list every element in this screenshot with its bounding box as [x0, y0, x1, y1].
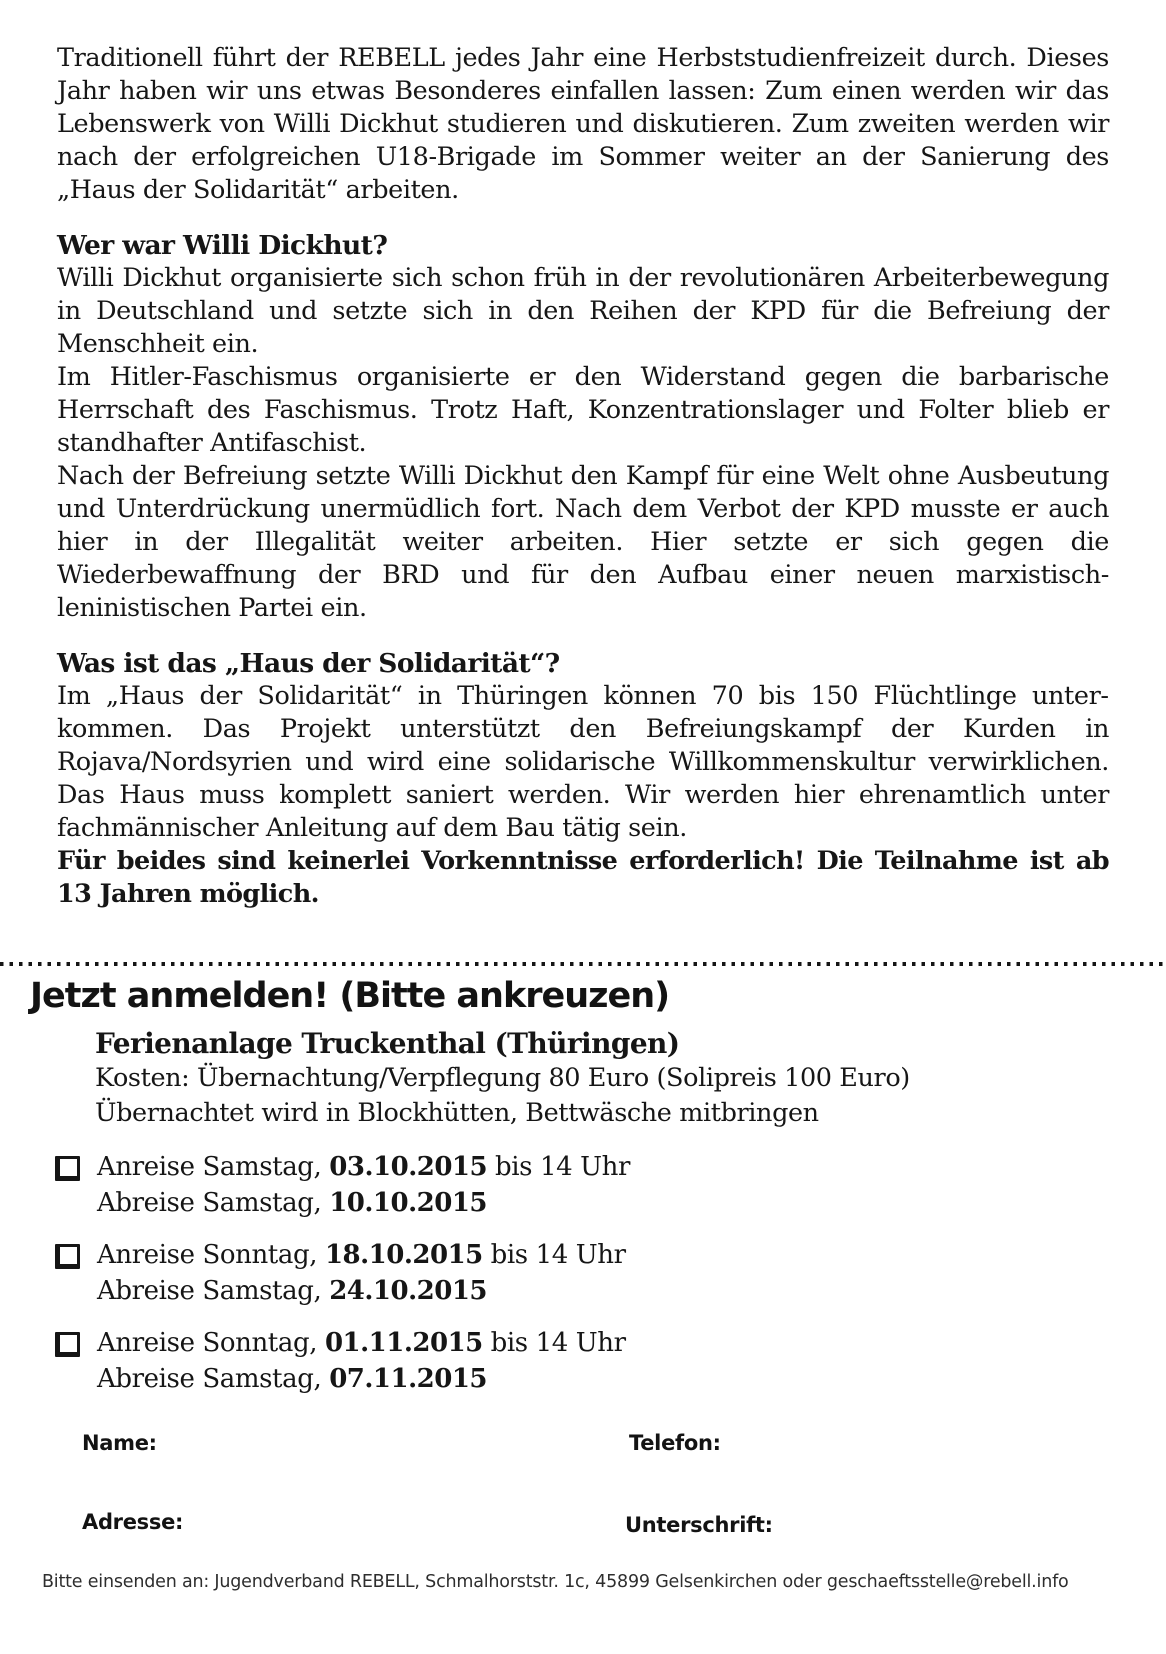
date-option-2	[55, 1237, 626, 1309]
telefon-label: Telefon:	[629, 1431, 721, 1455]
adresse-label: Adresse:	[82, 1510, 184, 1534]
anreise-time: bis 14 Uhr	[487, 1152, 630, 1182]
date-option-3	[55, 1325, 626, 1397]
anreise-date: 01.11.2015	[324, 1328, 483, 1358]
intro-paragraph: Traditionell führt der REBELL jedes Jahr eine Herbststudienfreizeit durch. Dieses Jahr haben wir uns etwas Besonderes einfallen lassen: Zum einen werden wir das Lebenswerk von Willi Dickhut studieren und diskutieren. Zum zweiten werden wir nach der erfolgreichen U18-Brigade im Sommer weiter an der Sanierung des „Haus der Solidarität“ arbeiten.	[57, 43, 1109, 205]
date-option-1-text	[97, 1149, 630, 1221]
venue-info	[95, 1026, 1105, 1131]
willi-heading: Wer war Willi Dickhut?	[57, 230, 388, 261]
abreise-label: Abreise Samstag,	[97, 1276, 330, 1306]
date-option-1	[55, 1149, 630, 1221]
abreise-line	[97, 1361, 626, 1397]
venue-accommodation: Übernachtet wird in Blockhütten, Bettwäsche mitbringen	[95, 1098, 819, 1128]
anreise-date: 18.10.2015	[324, 1240, 483, 1270]
anreise-label: Anreise Samstag,	[97, 1152, 330, 1182]
willi-paragraph-3: Nach der Befreiung setzte Willi Dickhut den Kampf für eine Welt ohne Ausbeutung und Unterdrückung unermüdlich fort. Nach dem Verbot der KPD musste er auch hier in der Illegalität weiter arbeiten. Hier setzte er sich gegen die Wiederbewaffnung der BRD und für den Aufbau einer neuen marxistisch-leninistischen Partei ein.	[57, 461, 1109, 623]
unterschrift-label: Unterschrift:	[625, 1513, 773, 1537]
abreise-date: 07.11.2015	[329, 1364, 488, 1394]
document-body	[57, 42, 1109, 911]
abreise-label: Abreise Samstag,	[97, 1188, 330, 1218]
date-option-3-checkbox[interactable]	[55, 1332, 80, 1357]
abreise-date: 24.10.2015	[329, 1276, 488, 1306]
date-option-3-text	[97, 1325, 626, 1397]
anreise-date: 03.10.2015	[329, 1152, 488, 1182]
anreise-line	[97, 1237, 626, 1273]
date-option-2-checkbox[interactable]	[55, 1244, 80, 1269]
willi-paragraph-2: Im Hitler-Faschismus organisierte er den Widerstand gegen die barbarische Herrschaft des Faschismus. Trotz Haft, Konzentrationslager und Folter blieb er standhafter Antifaschist.	[57, 362, 1109, 458]
willi-paragraph-1: Willi Dickhut organisierte sich schon früh in der revolutionären Arbeiterbewegung in Deutschland und setzte sich in den Reihen der KPD für die Befreiung der Menschheit ein.	[57, 263, 1109, 359]
abreise-label: Abreise Samstag,	[97, 1364, 330, 1394]
anreise-time: bis 14 Uhr	[482, 1328, 626, 1358]
section-willi-dickhut	[57, 229, 1109, 625]
anreise-line	[97, 1149, 630, 1185]
signup-heading: Jetzt anmelden! (Bitte ankreuzen)	[30, 976, 670, 1016]
haus-heading: Was ist das „Haus der Solidarität“?	[57, 648, 560, 679]
haus-paragraph: Im „Haus der Solidarität“ in Thüringen können 70 bis 150 Flüchtlinge unterkommen. Das Projekt unterstützt den Befreiungskampf der Kurden in Rojava/Nordsyrien und wird eine solidarische Willkommenskultur verwirklichen. Das Haus muss komplett saniert werden. Wir werden hier ehrenamtlich unter fachmännischer Anleitung auf dem Bau tätig sein.	[57, 681, 1109, 843]
dotted-separator	[0, 962, 1166, 966]
abreise-line	[97, 1185, 630, 1221]
abreise-line	[97, 1273, 626, 1309]
section-haus-der-solidaritaet	[57, 647, 1109, 911]
date-option-2-text	[97, 1237, 626, 1309]
abreise-date: 10.10.2015	[329, 1188, 488, 1218]
date-option-1-checkbox[interactable]	[55, 1156, 80, 1181]
venue-name: Ferienanlage Truckenthal (Thüringen)	[95, 1027, 680, 1060]
venue-cost: Kosten: Übernachtung/Verpflegung 80 Euro (Solipreis 100 Euro)	[95, 1063, 910, 1093]
anreise-label: Anreise Sonntag,	[97, 1240, 325, 1270]
anreise-time: bis 14 Uhr	[482, 1240, 626, 1270]
name-label: Name:	[82, 1431, 157, 1455]
anreise-label: Anreise Sonntag,	[97, 1328, 325, 1358]
footer-submission-note: Bitte einsenden an: Jugendverband REBELL, Schmalhorststr. 1c, 45899 Gelsenkirchen oder geschaeftsstelle@rebell.info	[42, 1572, 1069, 1592]
anreise-line	[97, 1325, 626, 1361]
participation-note: Für beides sind keinerlei Vorkenntnisse erforderlich! Die Teilnahme ist ab 13 Jahren möglich.	[57, 846, 1109, 909]
